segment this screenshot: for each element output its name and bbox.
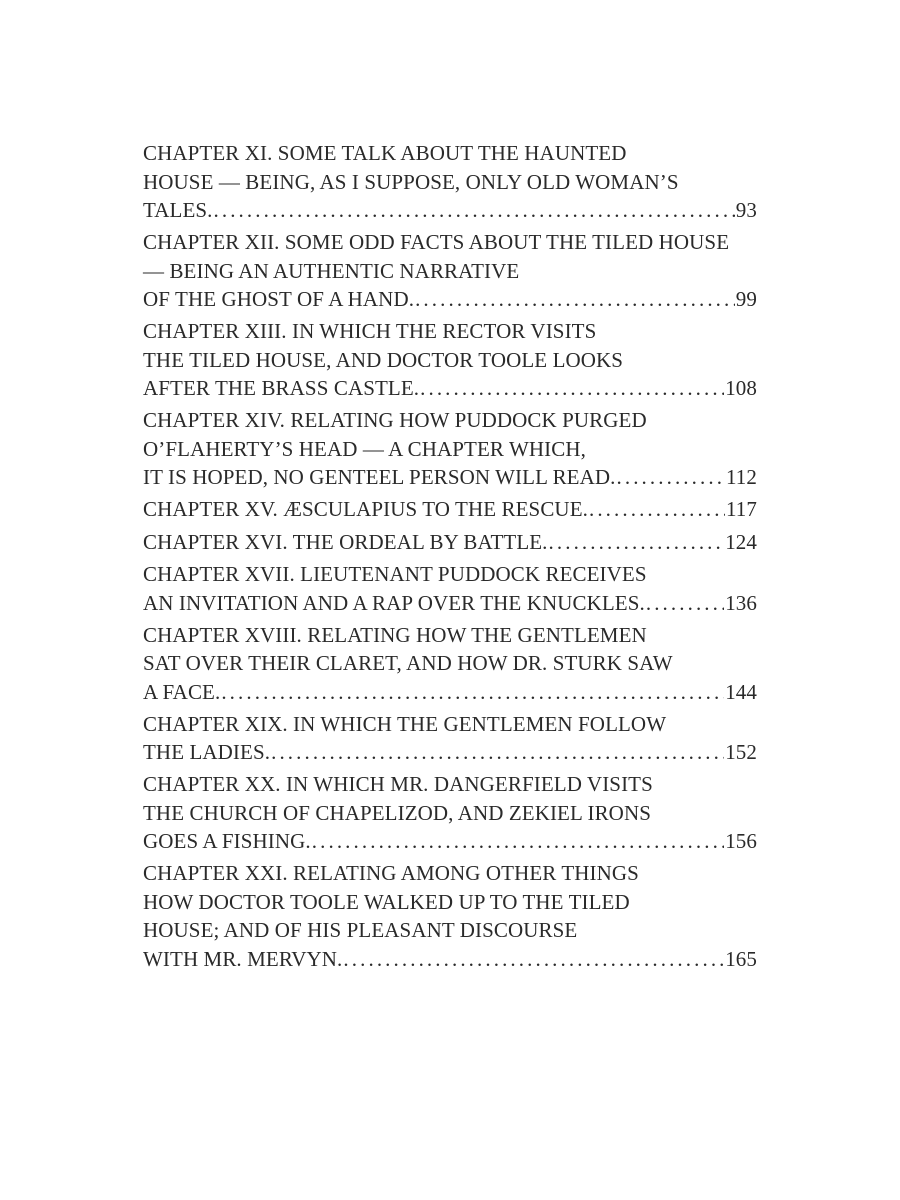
toc-entry-text: HOUSE — BEING, AS I SUPPOSE, ONLY OLD WOMAN’S: [143, 169, 679, 194]
page-number: 124: [725, 529, 757, 554]
toc-entry-text: CHAPTER XI. SOME TALK ABOUT THE HAUNTED: [143, 141, 627, 165]
toc-entry-chapter-13: [143, 317, 757, 403]
toc-entry-text: CHAPTER XIV. RELATING HOW PUDDOCK PURGED: [143, 408, 647, 432]
table-of-contents: [143, 139, 757, 977]
toc-entry-chapter-17: [143, 560, 757, 617]
toc-entry-last-line: [143, 945, 757, 974]
toc-entry-chapter-21: [143, 859, 757, 973]
dot-leader: [617, 463, 725, 492]
toc-entry-text: THE LADIES.: [143, 740, 271, 764]
page-number: 152: [725, 740, 757, 764]
toc-entry-chapter-11: [143, 139, 757, 225]
toc-entry-last-line: [143, 374, 757, 403]
toc-entry-text: AN INVITATION AND A RAP OVER THE KNUCKLES.: [143, 590, 645, 615]
toc-entry-last-line: [143, 678, 757, 707]
toc-entry-text: GOES A FISHING.: [143, 829, 311, 853]
toc-entry-text: CHAPTER XII. SOME ODD FACTS ABOUT THE TILED HOUSE: [143, 230, 730, 254]
toc-entry-text: CHAPTER XIII. IN WHICH THE RECTOR VISITS: [143, 319, 597, 343]
toc-entry-last-line: [143, 495, 757, 524]
page-number: 156: [725, 829, 757, 853]
dot-leader: [415, 285, 735, 314]
page-number: 136: [725, 590, 757, 615]
toc-entry-text: IT IS HOPED, NO GENTEEL PERSON WILL READ.: [143, 465, 616, 489]
dot-leader: [343, 945, 724, 974]
page-number: 117: [725, 497, 757, 521]
toc-entry-text: AFTER THE BRASS CASTLE.: [143, 376, 420, 400]
toc-entry-chapter-14: [143, 406, 757, 492]
toc-entry-chapter-15: [143, 495, 757, 524]
toc-entry-text: A FACE.: [143, 679, 221, 704]
dot-leader: [214, 196, 735, 225]
toc-entry-text: WITH MR. MERVYN.: [143, 946, 343, 971]
toc-entry-text: THE CHURCH OF CHAPELIZOD, AND ZEKIEL IRONS: [143, 800, 651, 825]
toc-entry-text: CHAPTER XVII. LIEUTENANT PUDDOCK RECEIVES: [143, 562, 647, 586]
dot-leader: [312, 827, 724, 856]
toc-entry-chapter-12: [143, 228, 757, 314]
toc-entry-last-line: [143, 528, 757, 557]
toc-entry-text: CHAPTER XIX. IN WHICH THE GENTLEMEN FOLLOW: [143, 711, 667, 736]
page-number: 108: [725, 376, 757, 400]
toc-entry-last-line: [143, 589, 757, 618]
toc-entry-last-line: [143, 196, 757, 225]
toc-entry-chapter-20: [143, 770, 757, 856]
toc-entry-last-line: [143, 738, 757, 767]
toc-entry-text: TALES.: [143, 198, 213, 222]
toc-entry-text: THE TILED HOUSE, AND DOCTOR TOOLE LOOKS: [143, 347, 624, 372]
toc-entry-last-line: [143, 285, 757, 314]
toc-entry-chapter-18: [143, 621, 757, 707]
dot-leader: [221, 678, 724, 707]
toc-entry-chapter-16: [143, 528, 757, 557]
dot-leader: [549, 528, 725, 557]
toc-entry-text: CHAPTER XXI. RELATING AMONG OTHER THINGS: [143, 861, 639, 885]
toc-entry-text: SAT OVER THEIR CLARET, AND HOW DR. STURK SAW: [143, 651, 673, 675]
page-number: 93: [735, 198, 757, 222]
toc-entry-text: CHAPTER XV. ÆSCULAPIUS TO THE RESCUE.: [143, 497, 588, 521]
toc-entry-text: — BEING AN AUTHENTIC NARRATIVE: [143, 258, 520, 283]
toc-entry-text: CHAPTER XVI. THE ORDEAL BY BATTLE.: [143, 529, 548, 554]
toc-entry-last-line: [143, 827, 757, 856]
toc-entry-last-line: [143, 463, 757, 492]
page-number: 144: [725, 679, 757, 704]
dot-leader: [646, 589, 724, 618]
dot-leader: [271, 738, 724, 767]
page-number: 165: [725, 946, 757, 971]
page-number: 112: [725, 465, 757, 489]
page-number: 99: [735, 287, 757, 311]
toc-entry-text: HOW DOCTOR TOOLE WALKED UP TO THE TILED: [143, 889, 630, 914]
toc-entry-text: CHAPTER XVIII. RELATING HOW THE GENTLEMEN: [143, 622, 647, 647]
toc-entry-text: OF THE GHOST OF A HAND.: [143, 287, 415, 311]
toc-entry-text: O’FLAHERTY’S HEAD — A CHAPTER WHICH,: [143, 436, 586, 461]
toc-entry-text: HOUSE; AND OF HIS PLEASANT DISCOURSE: [143, 918, 578, 942]
toc-entry-text: CHAPTER XX. IN WHICH MR. DANGERFIELD VISITS: [143, 772, 653, 796]
dot-leader: [589, 495, 725, 524]
dot-leader: [420, 374, 724, 403]
toc-entry-chapter-19: [143, 710, 757, 767]
